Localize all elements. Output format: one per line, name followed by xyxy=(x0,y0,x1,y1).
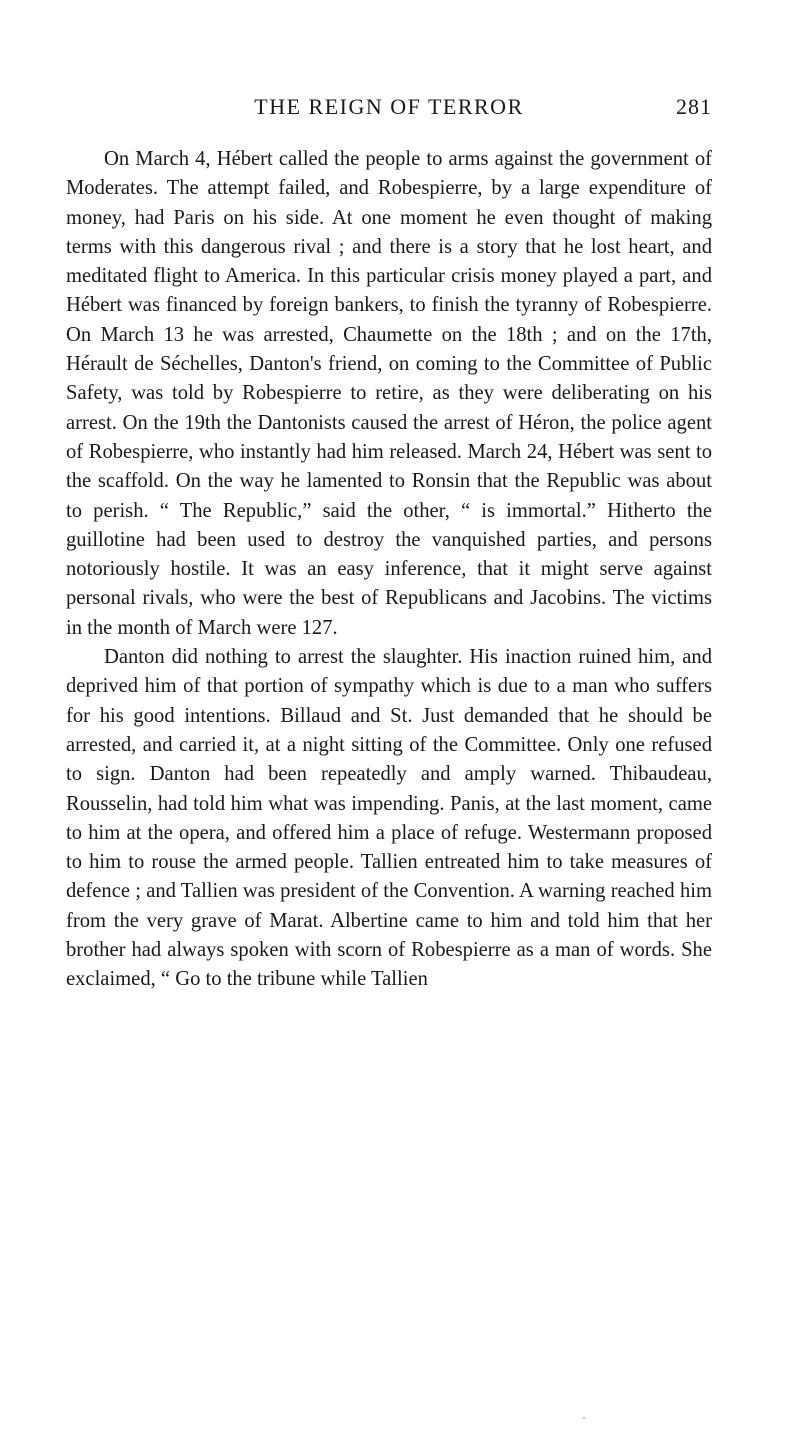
page-number: 281 xyxy=(676,94,712,119)
running-title: THE REIGN OF TERROR xyxy=(254,94,524,119)
paragraph-hebert-arrest: On March 4, Hébert called the people to arms against the government of Moderates. The attempt failed, and Robespierre, by a large expenditure of money, had Paris on his side. At one moment he even thought of making terms with this dangerous rival ; and there is a story that he lost heart, and meditated flight to America. In this particular crisis money played a part, and Hébert was financed by foreign bankers, to finish the tyranny of Robespierre. On March 13 he was arrested, Chaumette on the 18th ; and on the 17th, Hérault de Séchelles, Danton's friend, on coming to the Committee of Public Safety, was told by Robespierre to retire, as they were deliberating on his arrest. On the 19th the Dantonists caused the arrest of Héron, the police agent of Robespierre, who instantly had him released. March 24, Hébert was sent to the scaffold. On the way he lamented to Ronsin that the Republic was about to perish. “ The Republic,” said the other, “ is immortal.” Hitherto the guillotine had been used to destroy the vanquished parties, and persons notoriously hostile. It was an easy inference, that it might serve against personal rivals, who were the best of Republicans and Jacobins. The victims in the month of March were 127. xyxy=(66,148,712,639)
running-head xyxy=(66,92,712,122)
body-text xyxy=(66,145,712,995)
paragraph-danton-warnings: Danton did nothing to arrest the slaughter. His inaction ruined him, and deprived him of that portion of sympathy which is due to a man who suffers for his good intentions. Billaud and St. Just demanded that he should be arrested, and carried it, at a night sitting of the Committee. Only one refused to sign. Danton had been repeatedly and amply warned. Thibaudeau, Rousselin, had told him what was impending. Panis, at the last moment, came to him at the opera, and offered him a place of refuge. Westermann proposed to him to rouse the armed people. Tallien entreated him to take measures of defence ; and Tallien was president of the Convention. A warning reached him from the very grave of Marat. Albertine came to him and told him that her brother had always spoken with scorn of Robespierre as a man of words. She exclaimed, “ Go to the tribune while Tallien xyxy=(66,646,712,991)
print-speck xyxy=(583,1417,585,1419)
